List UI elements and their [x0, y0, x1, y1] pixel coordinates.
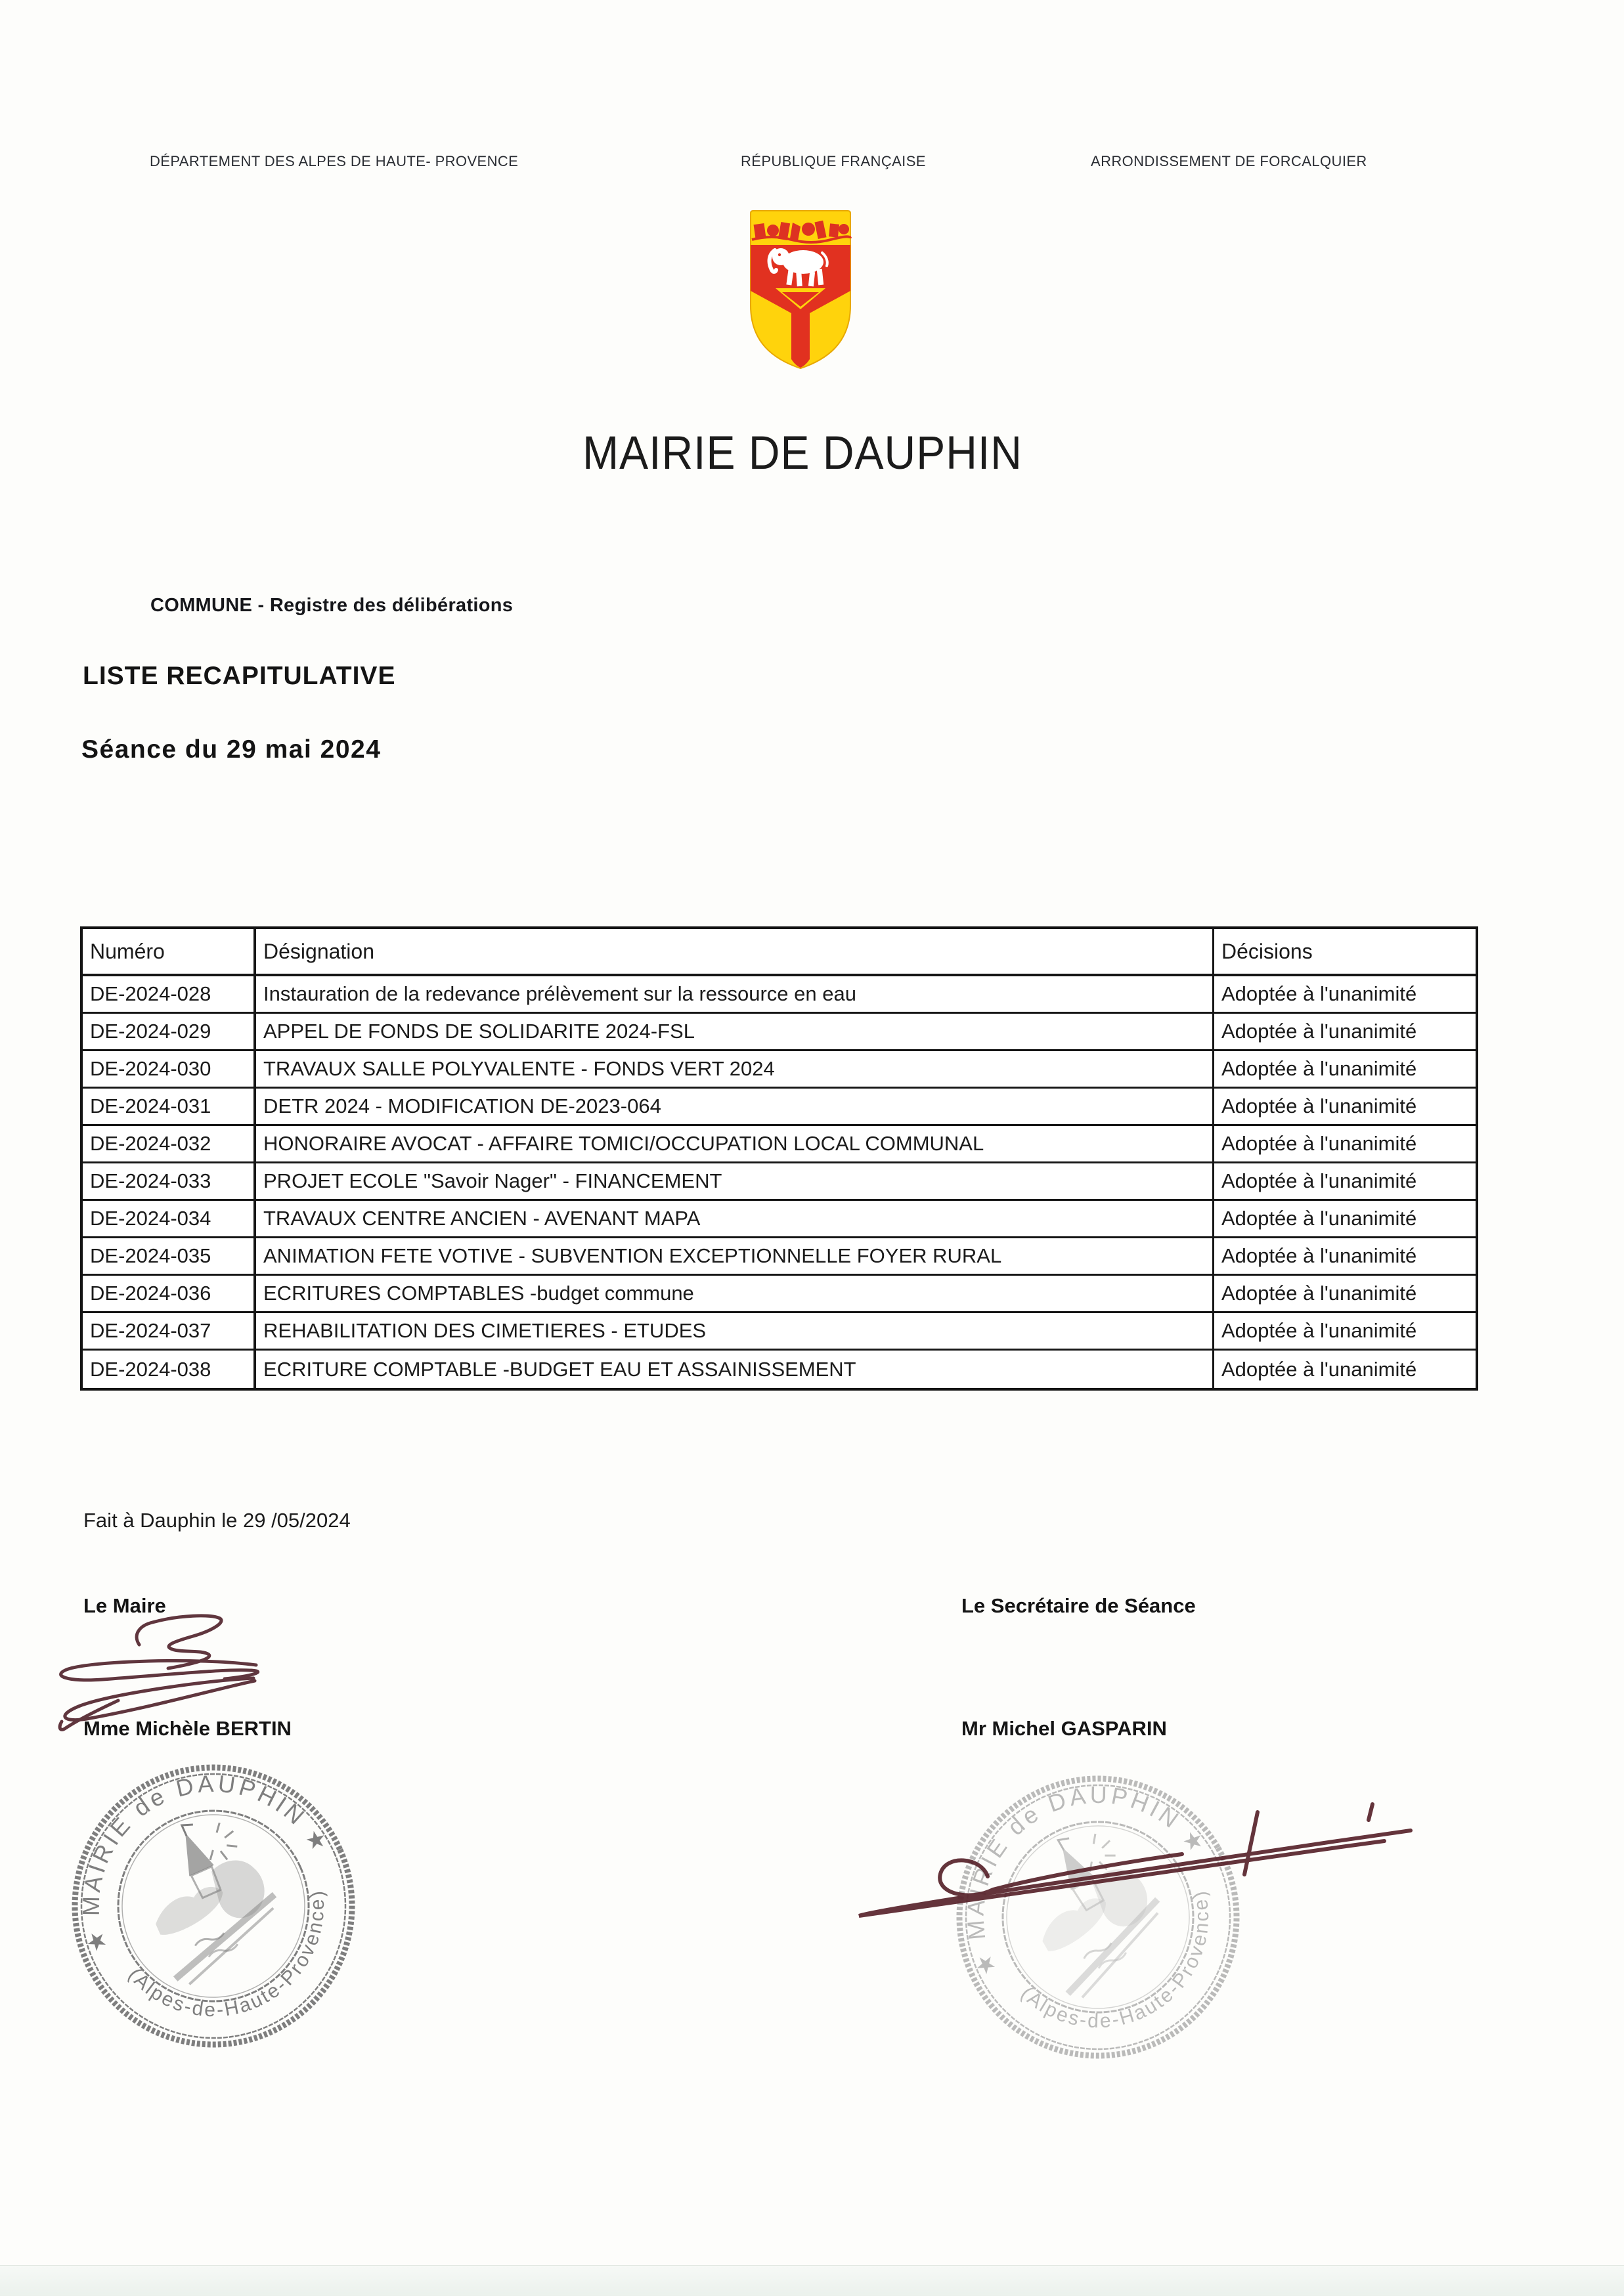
mayor-signature — [39, 1609, 276, 1792]
deliberation-decision: Adoptée à l'unanimité — [1214, 1201, 1476, 1238]
mayor-name: Mme Michèle BERTIN — [83, 1717, 292, 1740]
deliberation-designation: Instauration de la redevance prélèvement sur la ressource en eau — [256, 976, 1214, 1014]
col-header-decisions: Décisions — [1214, 929, 1476, 976]
deliberation-number: DE-2024-031 — [83, 1089, 256, 1126]
coat-of-arms-icon — [745, 207, 856, 372]
deliberation-number: DE-2024-035 — [83, 1238, 256, 1276]
col-header-numero: Numéro — [83, 929, 256, 976]
republic-label: RÉPUBLIQUE FRANÇAISE — [741, 153, 926, 169]
deliberations-table — [80, 926, 1478, 1391]
deliberation-decision: Adoptée à l'unanimité — [1221, 1357, 1417, 1381]
deliberation-number: DE-2024-032 — [83, 1126, 256, 1163]
deliberation-decision: Adoptée à l'unanimité — [1214, 1276, 1476, 1313]
deliberation-number: DE-2024-038 — [83, 1351, 256, 1388]
table-row — [83, 1276, 1476, 1313]
deliberation-number: DE-2024-029 — [83, 1014, 256, 1051]
stamp-bottom-text: (Alpes-de-Haute-Provence) — [123, 1888, 329, 2022]
deliberation-designation: ECRITURES COMPTABLES -budget commune — [256, 1276, 1214, 1313]
deliberation-number: DE-2024-030 — [83, 1051, 256, 1089]
secretary-signature — [841, 1786, 1432, 1937]
deliberation-designation: TRAVAUX SALLE POLYVALENTE - FONDS VERT 2024 — [256, 1051, 1214, 1089]
table-body — [83, 976, 1476, 1388]
registre-subtitle: COMMUNE - Registre des délibérations — [150, 595, 514, 616]
table-row — [83, 976, 1476, 1014]
deliberation-number: DE-2024-036 — [83, 1276, 256, 1313]
stamp-top-text: ★ MAIRIE de DAUPHIN ★ — [961, 1781, 1213, 1980]
table-row — [83, 1126, 1476, 1163]
deliberation-decision: Adoptée à l'unanimité — [1214, 1313, 1476, 1351]
scanner-bottom-edge — [0, 2265, 1624, 2296]
department-label: DÉPARTEMENT DES ALPES DE HAUTE- PROVENCE — [150, 153, 519, 169]
deliberation-designation: DETR 2024 - MODIFICATION DE-2023-064 — [256, 1089, 1214, 1126]
deliberation-number: DE-2024-034 — [83, 1201, 256, 1238]
deliberation-designation: ANIMATION FETE VOTIVE - SUBVENTION EXCEPTIONNELLE FOYER RURAL — [256, 1238, 1214, 1276]
deliberation-decision: Adoptée à l'unanimité — [1214, 1089, 1476, 1126]
deliberation-designation: TRAVAUX CENTRE ANCIEN - AVENANT MAPA — [256, 1201, 1214, 1238]
table-row — [83, 1238, 1476, 1276]
stamp-top-text: ★ MAIRIE de DAUPHIN ★ — [77, 1769, 336, 1956]
table-row — [83, 1163, 1476, 1201]
done-at-line: Fait à Dauphin le 29 /05/2024 — [83, 1509, 351, 1532]
deliberation-number: DE-2024-037 — [83, 1313, 256, 1351]
table-header-row — [83, 929, 1476, 976]
deliberation-number: DE-2024-028 — [83, 976, 256, 1014]
mayor-role-label: Le Maire — [83, 1594, 166, 1617]
col-header-designation: Désignation — [256, 929, 1214, 976]
deliberation-designation: ECRITURE COMPTABLE -BUDGET EAU ET ASSAINISSEMENT — [256, 1351, 1214, 1388]
stamp-bottom-text: (Alpes-de-Haute-Provence) — [1017, 1887, 1214, 2033]
table-row — [83, 1089, 1476, 1126]
table-row — [83, 1051, 1476, 1089]
stamp-village-sketch — [120, 1802, 294, 1989]
session-title: Séance du 29 mai 2024 — [81, 735, 382, 764]
deliberation-designation: REHABILITATION DES CIMETIERES - ETUDES — [256, 1313, 1214, 1351]
page-title: MAIRIE DE DAUPHIN — [582, 426, 1022, 479]
mairie-stamp-left — [70, 1763, 357, 2049]
deliberation-designation: PROJET ECOLE "Savoir Nager" - FINANCEMENT — [256, 1163, 1214, 1201]
list-title: LISTE RECAPITULATIVE — [83, 662, 396, 690]
deliberation-decision: Adoptée à l'unanimité — [1214, 1126, 1476, 1163]
table-row — [83, 1313, 1476, 1351]
arrondissement-label: ARRONDISSEMENT DE FORCALQUIER — [1091, 153, 1367, 169]
secretary-name: Mr Michel GASPARIN — [961, 1717, 1167, 1740]
deliberation-decision: Adoptée à l'unanimité — [1214, 1051, 1476, 1089]
table-row — [83, 1014, 1476, 1051]
deliberation-number: DE-2024-033 — [83, 1163, 256, 1201]
deliberation-designation: APPEL DE FONDS DE SOLIDARITE 2024-FSL — [256, 1014, 1214, 1051]
deliberation-decision: Adoptée à l'unanimité — [1214, 1238, 1476, 1276]
deliberation-designation: HONORAIRE AVOCAT - AFFAIRE TOMICI/OCCUPATION LOCAL COMMUNAL — [256, 1126, 1214, 1163]
deliberation-decision: Adoptée à l'unanimité — [1214, 976, 1476, 1014]
deliberation-decision: Adoptée à l'unanimité — [1214, 1014, 1476, 1051]
deliberation-decision: Adoptée à l'unanimité — [1214, 1163, 1476, 1201]
table-row — [83, 1201, 1476, 1238]
table-row — [83, 1351, 1476, 1388]
secretary-role-label: Le Secrétaire de Séance — [961, 1594, 1196, 1617]
